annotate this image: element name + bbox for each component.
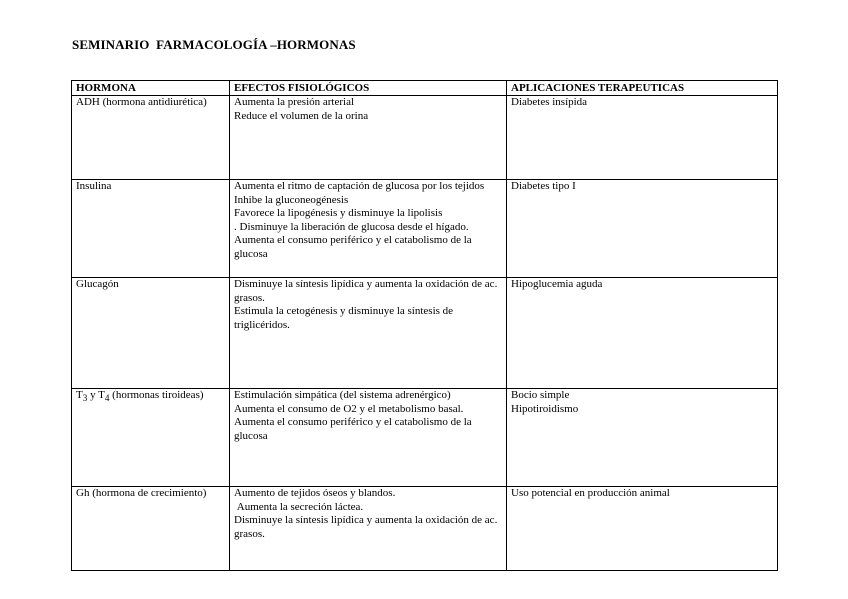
table-row	[72, 180, 778, 278]
effect-line: Estimula la cetogénesis y disminuye la síntesis de triglicéridos.	[234, 305, 456, 331]
subscript-4: 4	[104, 393, 110, 404]
effect-line: Inhibe la gluconeogénesis	[234, 193, 349, 206]
hormone-cell	[72, 96, 230, 180]
header-aplicaciones: APLICACIONES TERAPEUTICAS	[507, 81, 778, 96]
effect-line: Aumenta el consumo periférico y el catabolismo de la glucosa	[234, 416, 475, 442]
applications-cell	[507, 487, 778, 571]
applications-cell	[507, 180, 778, 278]
applications-cell	[507, 278, 778, 389]
hormone-name-part: y T	[87, 389, 105, 401]
effect-line: Aumento de tejidos óseos y blandos.	[234, 487, 396, 499]
application-line: Hipotiroidismo	[511, 402, 579, 415]
effect-line: Aumenta la secreción láctea.	[234, 500, 364, 513]
hormone-name: ADH (hormona antidiurética)	[76, 96, 207, 108]
hormone-name-part: T	[76, 389, 83, 401]
applications-cell	[507, 389, 778, 487]
hormone-name	[76, 389, 225, 406]
effect-line: Disminuye la síntesis lipídica y aumenta la oxidación de ac. grasos.	[234, 514, 501, 540]
table-row	[72, 389, 778, 487]
hormone-cell	[72, 487, 230, 571]
application-line: Bocio simple	[511, 389, 570, 401]
hormone-name: Glucagón	[76, 278, 119, 290]
effect-line: Reduce el volumen de la orina	[234, 109, 369, 122]
page-title: SEMINARIO FARMACOLOGÍA –HORMONAS	[72, 37, 356, 52]
effects-cell	[230, 487, 507, 571]
hormone-cell	[72, 180, 230, 278]
subscript-3: 3	[82, 393, 88, 404]
effect-line: . Disminuye la liberación de glucosa desde el hígado.	[234, 220, 469, 233]
effect-line: Estimulación simpática (del sistema adrenérgico)	[234, 389, 451, 401]
effect-line: Aumenta el consumo periférico y el catabolismo de la glucosa	[234, 234, 475, 260]
hormone-name-part: (hormonas tiroideas)	[109, 389, 204, 401]
application-line: Hipoglucemia aguda	[511, 278, 603, 290]
effect-line: Aumenta la presión arterial	[234, 96, 355, 108]
hormone-name: Gh (hormona de crecimiento)	[76, 487, 207, 499]
table-row	[72, 487, 778, 571]
hormone-table	[71, 80, 778, 571]
table-row	[72, 278, 778, 389]
effect-line: Favorece la lipogénesis y disminuye la lipolisis	[234, 207, 443, 220]
effect-line: Aumenta el consumo de O2 y el metabolismo basal.	[234, 402, 464, 415]
hormone-name: Insulina	[76, 180, 112, 192]
effects-cell	[230, 96, 507, 180]
header-hormona: HORMONA	[72, 81, 230, 96]
application-line: Diabetes tipo I	[511, 180, 576, 192]
application-line: Diabetes insípida	[511, 96, 588, 108]
hormone-cell	[72, 389, 230, 487]
effects-cell	[230, 180, 507, 278]
effect-line: Aumenta el ritmo de captación de glucosa por los tejidos	[234, 180, 485, 192]
effect-line: Disminuye la síntesis lipídica y aumenta la oxidación de ac. grasos.	[234, 278, 501, 304]
table-row	[72, 96, 778, 180]
applications-cell	[507, 96, 778, 180]
effects-cell	[230, 278, 507, 389]
application-line: Uso potencial en producción animal	[511, 487, 670, 499]
effects-cell	[230, 389, 507, 487]
table-header-row	[72, 81, 778, 96]
header-efectos: EFECTOS FISIOLÓGICOS	[230, 81, 507, 96]
hormone-cell	[72, 278, 230, 389]
